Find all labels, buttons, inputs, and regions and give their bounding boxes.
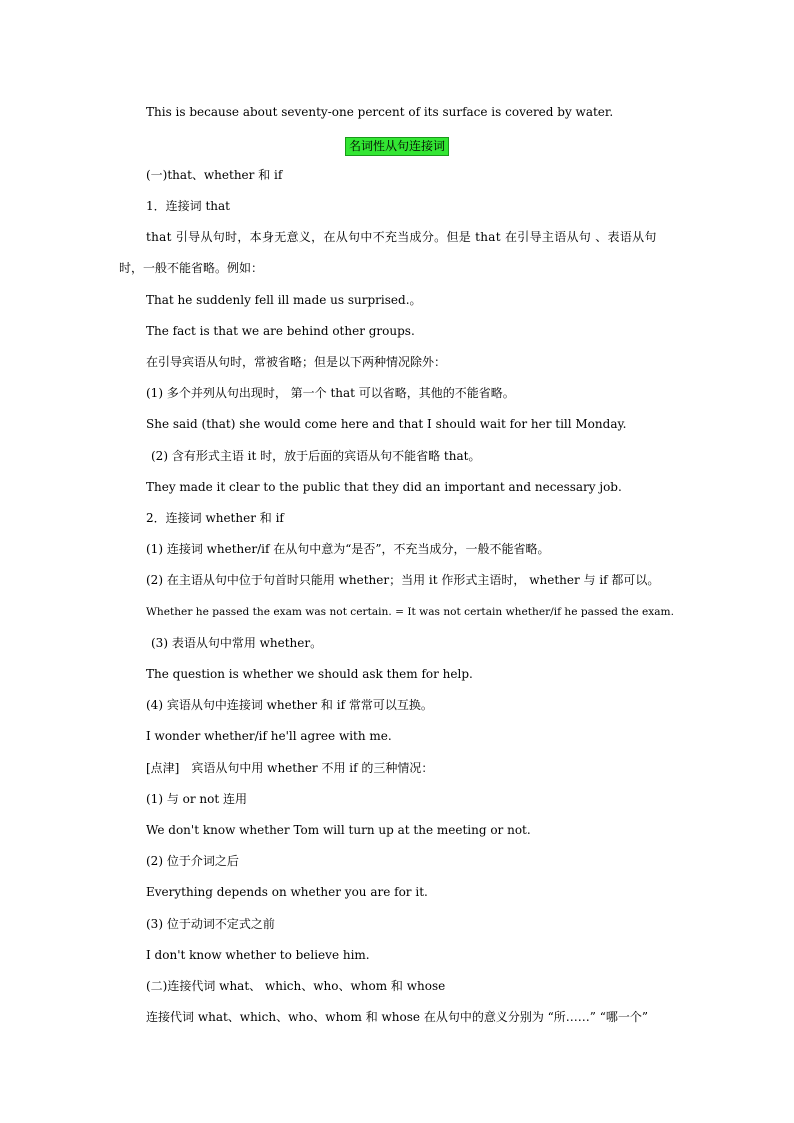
example-sentence: The question is whether we should ask them for help. — [146, 667, 473, 681]
section-heading: 名词性从句连接词 — [345, 137, 449, 156]
tip-line: [点津] 宾语从句中用 whether 不用 if 的三种情况： — [146, 761, 434, 775]
rule-line: (1) 连接词 whether/if 在从句中意为“是否”，不充当成分，一般不能省略。 — [146, 542, 550, 556]
rule-line: (3) 位于动词不定式之前 — [146, 917, 275, 931]
rule-line: (3) 表语从句中常用 whether。 — [151, 636, 323, 650]
paragraph-line-continued: 时，一般不能省略。例如： — [119, 261, 264, 275]
item-title: 1．连接词 that — [146, 199, 230, 213]
example-sentence: Whether he passed the exam was not certain. = It was not certain whether/if he passed the exam. — [146, 606, 674, 618]
rule-line: (1) 与 or not 连用 — [146, 792, 247, 806]
subsection-title: (一)that、whether 和 if — [146, 168, 283, 182]
rule-line: (2) 含有形式主语 it 时，放于后面的宾语从句不能省略 that。 — [151, 449, 481, 463]
example-sentence: They made it clear to the public that they did an important and necessary job. — [146, 480, 622, 494]
paragraph-line: 连接代词 what、which、who、whom 和 whose 在从句中的意义分别为 “所……” “哪一个” — [146, 1010, 649, 1024]
example-sentence: Everything depends on whether you are for it. — [146, 885, 428, 899]
rule-line: (2) 在主语从句中位于句首时只能用 whether；当用 it 作形式主语时， whether 与 if 都可以。 — [146, 573, 660, 587]
example-sentence: The fact is that we are behind other groups. — [146, 324, 415, 338]
example-sentence: I wonder whether/if he'll agree with me. — [146, 729, 392, 743]
example-sentence: She said (that) she would come here and that I should wait for her till Monday. — [146, 417, 627, 431]
rule-line: (1) 多个并列从句出现时， 第一个 that 可以省略，其他的不能省略。 — [146, 386, 515, 400]
section-heading-row — [0, 135, 794, 156]
subsection-title: (二)连接代词 what、 which、who、whom 和 whose — [146, 979, 446, 993]
rule-line: (4) 宾语从句中连接词 whether 和 if 常常可以互换。 — [146, 698, 433, 712]
rule-line: (2) 位于介词之后 — [146, 854, 239, 868]
intro-sentence: This is because about seventy-one percent of its surface is covered by water. — [146, 105, 614, 119]
example-sentence: I don't know whether to believe him. — [146, 948, 370, 962]
paragraph-line: 在引导宾语从句时，常被省略；但是以下两种情况除外： — [146, 355, 447, 369]
example-sentence: That he suddenly fell ill made us surprised.。 — [146, 293, 422, 307]
example-sentence: We don't know whether Tom will turn up at the meeting or not. — [146, 823, 531, 837]
paragraph-line: that 引导从句时，本身无意义，在从句中不充当成分。但是 that 在引导主语从句 、表语从句 — [146, 230, 657, 244]
item-title: 2．连接词 whether 和 if — [146, 511, 284, 525]
